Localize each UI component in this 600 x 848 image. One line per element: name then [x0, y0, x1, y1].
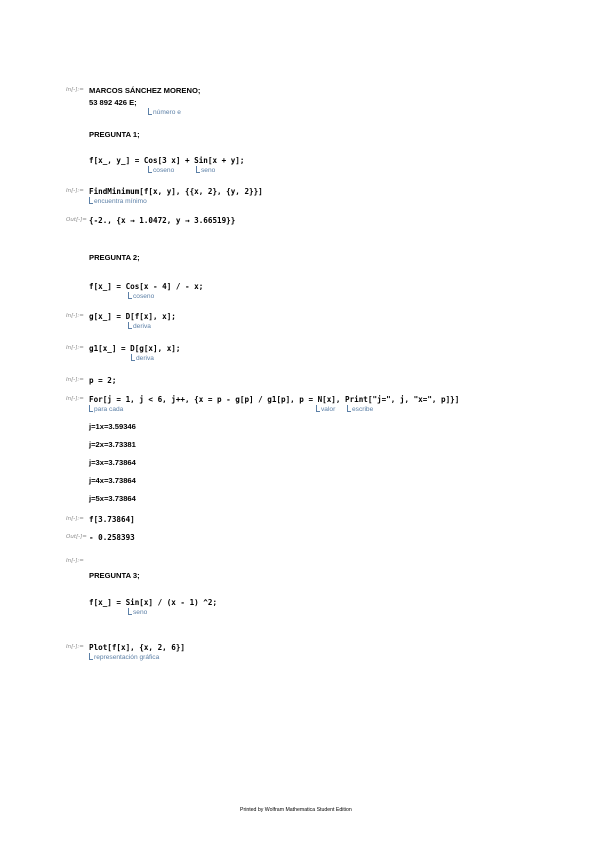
autocomplete-hint: seno	[196, 166, 215, 174]
cell-content[interactable]: PREGUNTA 3;	[89, 571, 140, 580]
cell-content[interactable]: MARCOS SÁNCHEZ MORENO;	[89, 86, 201, 95]
autocomplete-hint: coseno	[128, 292, 154, 300]
cell-content[interactable]: g1[x_] = D[g[x], x];	[89, 344, 181, 353]
autocomplete-hint: coseno	[148, 166, 174, 174]
autocomplete-hint: para cada	[89, 405, 123, 413]
cell-content[interactable]: f[x_, y_] = Cos[3 x] + Sin[x + y];	[89, 156, 245, 165]
cell-content[interactable]: j=1x=3.59346	[89, 422, 136, 431]
cell-content[interactable]: - 0.258393	[89, 533, 135, 542]
cell-content[interactable]: PREGUNTA 2;	[89, 253, 140, 262]
autocomplete-hint: representación gráfica	[89, 653, 159, 661]
cell-content[interactable]: f[3.73864]	[89, 515, 135, 524]
footer-text: Printed by Wolfram Mathematica Student Edition	[240, 807, 352, 813]
cell-content[interactable]: g[x_] = D[f[x], x];	[89, 312, 176, 321]
cell-label: Out[-]=	[66, 217, 87, 223]
autocomplete-hint: encuentra mínimo	[89, 197, 147, 205]
cell-content[interactable]: Plot[f[x], {x, 2, 6}]	[89, 643, 186, 652]
cell-content[interactable]: For[j = 1, j < 6, j++, {x = p - g[p] / g1[p], p = N[x], Print["j=", j, "x=", p]}]	[89, 395, 460, 404]
cell-label: In[-]:=	[66, 558, 84, 564]
cell-content[interactable]: {-2., {x → 1.0472, y → 3.66519}}	[89, 216, 236, 225]
cell-label: Out[-]=	[66, 534, 87, 540]
cell-content[interactable]: f[x_] = Cos[x - 4] / - x;	[89, 282, 204, 291]
cell-content[interactable]: FindMinimum[f[x, y], {{x, 2}, {y, 2}}]	[89, 187, 263, 196]
cell-label: In[-]:=	[66, 396, 84, 402]
cell-label: In[-]:=	[66, 87, 84, 93]
cell-content[interactable]: 53 892 426 E;	[89, 98, 137, 107]
cell-content[interactable]: j=5x=3.73864	[89, 494, 136, 503]
cell-content[interactable]: p = 2;	[89, 376, 117, 385]
cell-content[interactable]: PREGUNTA 1;	[89, 130, 140, 139]
cell-content[interactable]: f[x_] = Sin[x] / (x - 1) ^2;	[89, 598, 218, 607]
cell-label: In[-]:=	[66, 516, 84, 522]
cell-label: In[-]:=	[66, 644, 84, 650]
cell-content[interactable]: j=2x=3.73381	[89, 440, 136, 449]
autocomplete-hint: valor	[316, 405, 335, 413]
autocomplete-hint: deriva	[128, 322, 151, 330]
cell-label: In[-]:=	[66, 377, 84, 383]
cell-content[interactable]: j=3x=3.73864	[89, 458, 136, 467]
autocomplete-hint: número e	[148, 108, 181, 116]
autocomplete-hint: seno	[128, 608, 147, 616]
cell-label: In[-]:=	[66, 345, 84, 351]
cell-label: In[-]:=	[66, 313, 84, 319]
cell-content[interactable]: j=4x=3.73864	[89, 476, 136, 485]
cell-label: In[-]:=	[66, 188, 84, 194]
autocomplete-hint: deriva	[131, 354, 154, 362]
autocomplete-hint: escribe	[347, 405, 373, 413]
